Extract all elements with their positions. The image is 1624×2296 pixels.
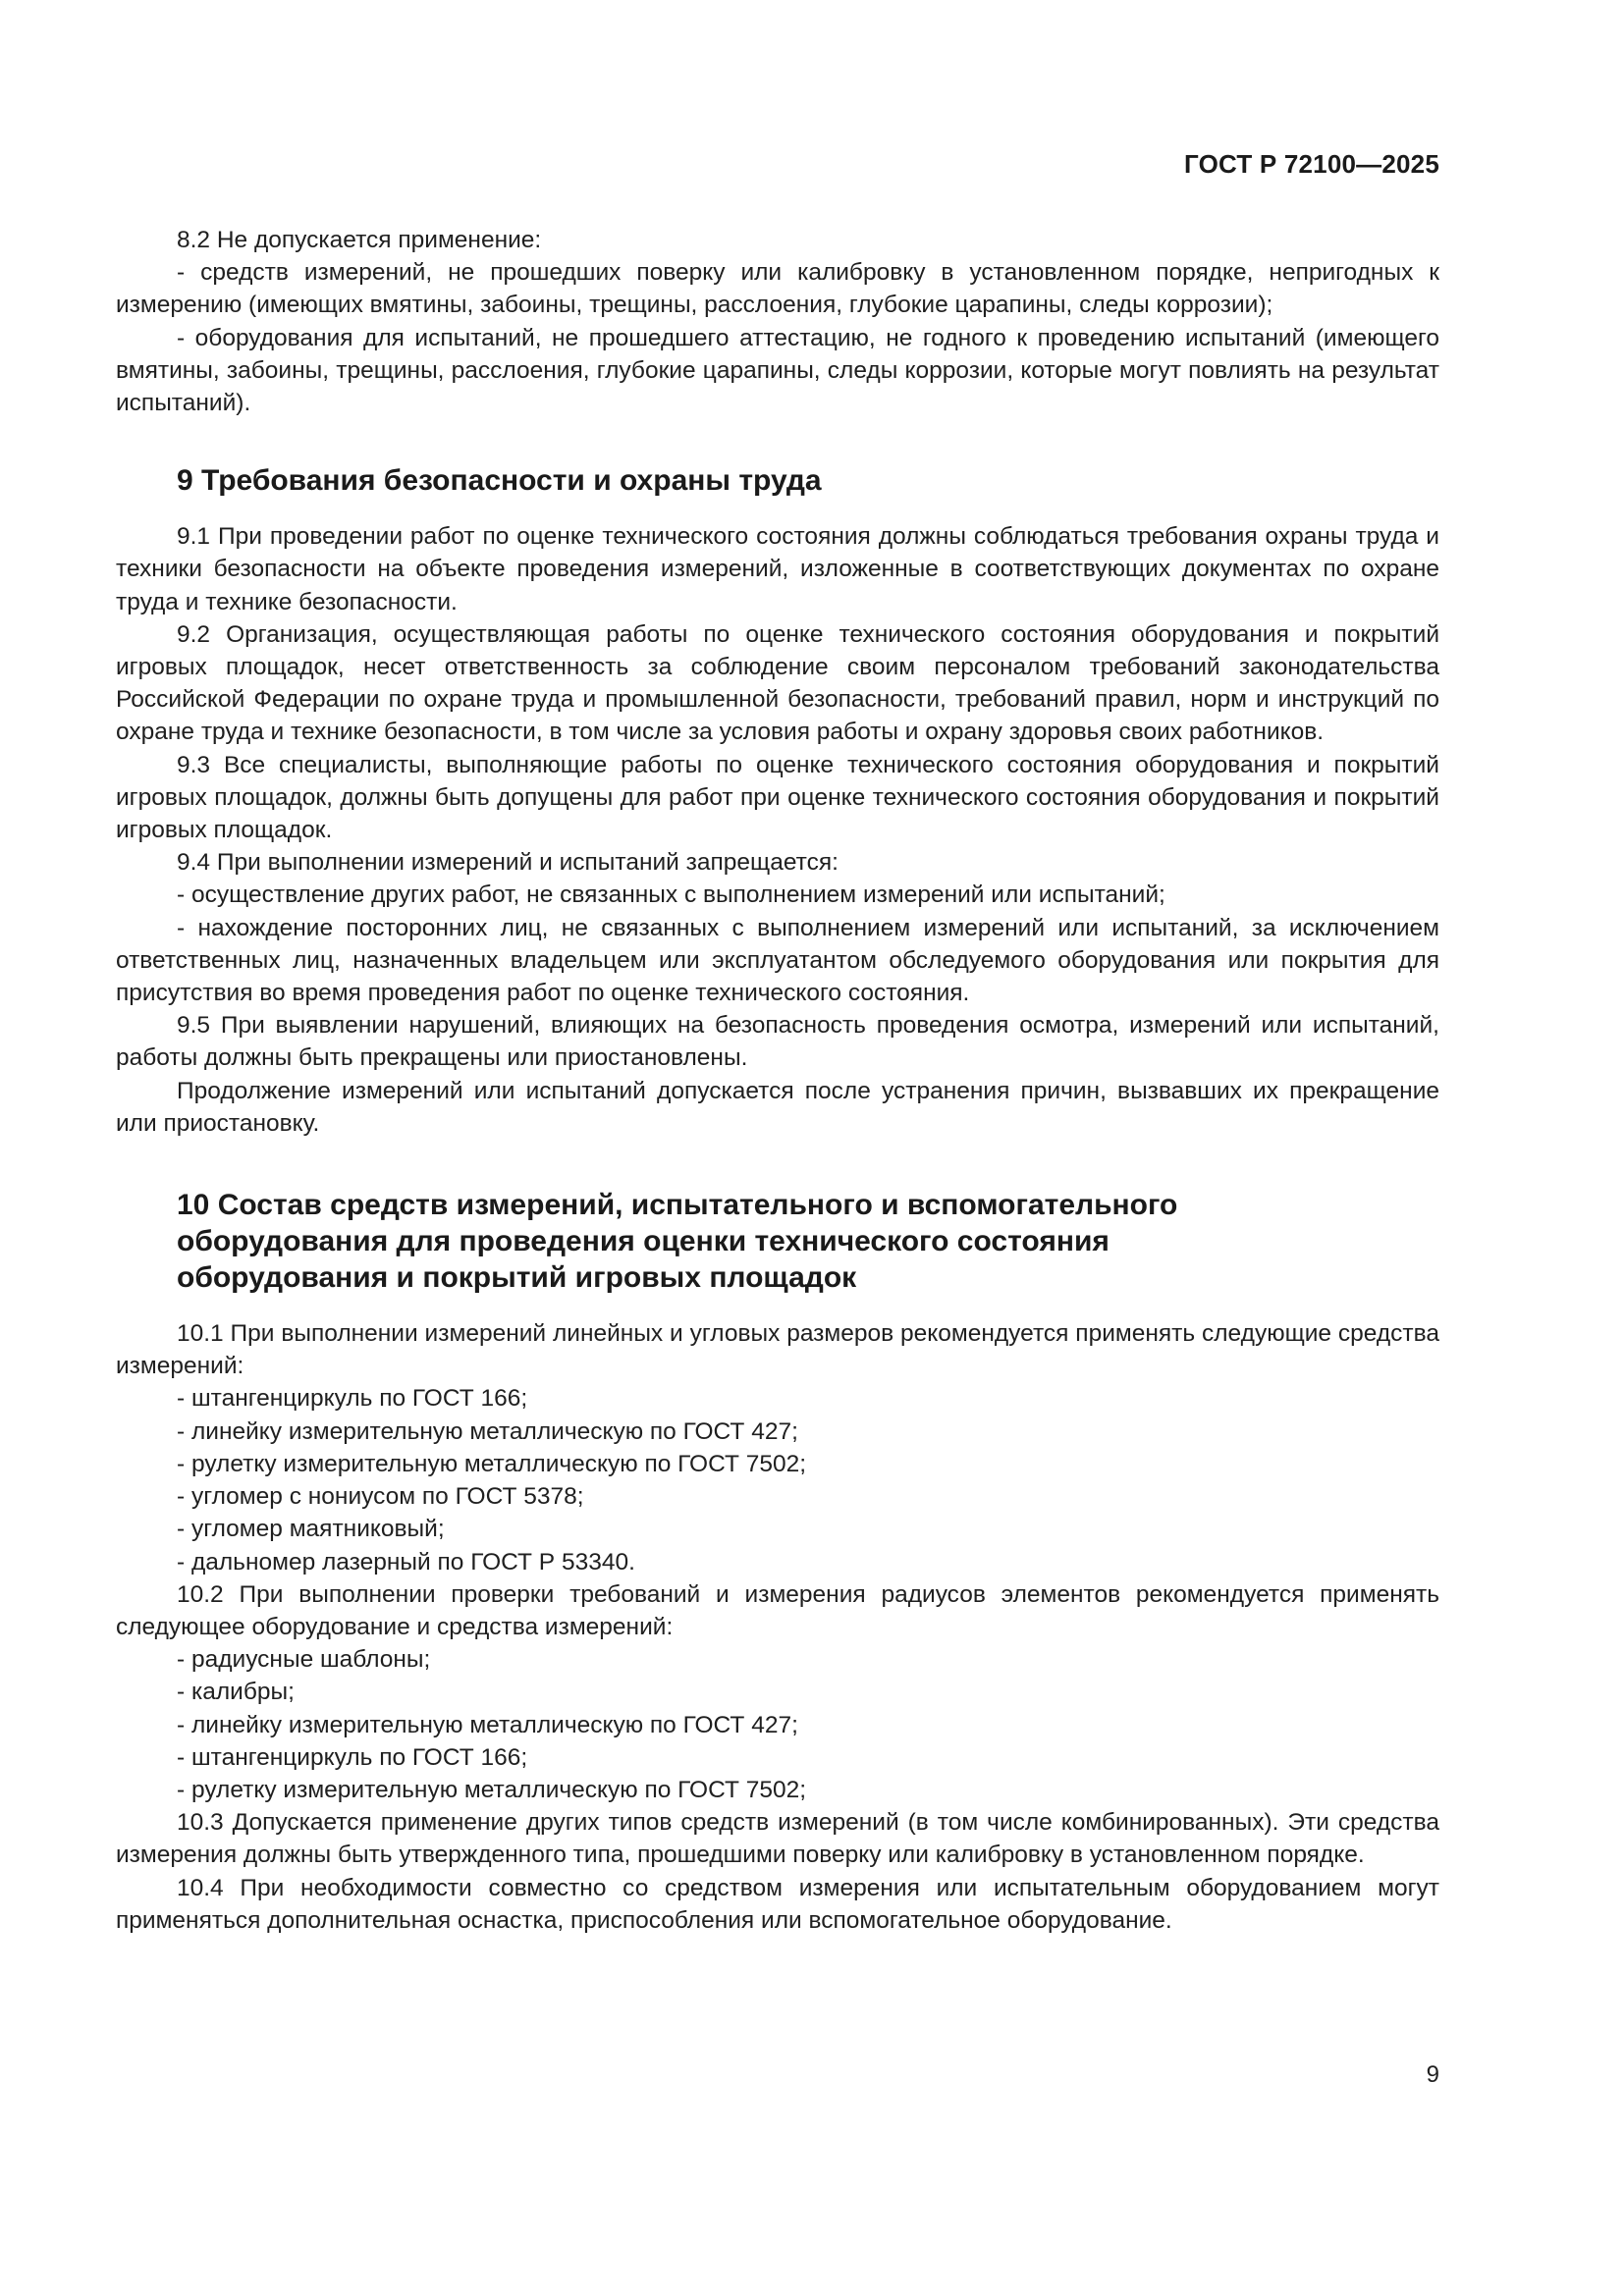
page-number: 9 [1426,2061,1439,2088]
list-item: - калибры; [177,1679,295,1706]
list-item: - дальномер лазерный по ГОСТ Р 53340. [177,1548,635,1575]
paragraph-9-5: 9.5 При выявлении нарушений, влияющих на безопасность проведения осмотра, измерений или испытаний, работы должны быть прекращены или приостановлены. [116,1012,1439,1072]
list-item: - радиусные шаблоны; [177,1646,431,1674]
list-item: - средств измерений, не прошедших поверку или калибровку в установленном порядке, непригодных к измерению (имеющих вмятины, забоины, трещины, расслоения, глубокие царапины, следы коррозии); [116,259,1439,319]
paragraph-10-3: 10.3 Допускается применение других типов средств измерений (в том числе комбинированных). Эти средства измерения должны быть утвержденного типа, прошедшими поверку или калибровку в установленном порядке. [116,1809,1439,1869]
list-item: - линейку измерительную металлическую по ГОСТ 427; [177,1417,798,1445]
paragraph-10-2: 10.2 При выполнении проверки требований и измерения радиусов элементов рекомендуется применять следующее оборудование и средства измерений: [116,1580,1439,1640]
list-item: - штангенциркуль по ГОСТ 166; [177,1743,528,1771]
section-10-heading [116,1187,1439,1296]
paragraph-10-1: 10.1 При выполнении измерений линейных и угловых размеров рекомендуется применять следующие средства измерений: [116,1320,1439,1380]
list-item: - линейку измерительную металлическую по ГОСТ 427; [177,1711,798,1738]
list-item: - штангенциркуль по ГОСТ 166; [177,1385,528,1413]
paragraph-9-1: 9.1 При проведении работ по оценке технического состояния должны соблюдаться требования охраны труда и техники безопасности на объекте проведения измерений, изложенные в соответствующих документах по охране труда и технике безопасности. [116,523,1439,615]
list-item: - нахождение посторонних лиц, не связанных с выполнением измерений или испытаний, за исключением ответственных лиц, назначенных владельцем или эксплуатантом обследуемого оборудования или покрытия для присутствия во время проведения работ по оценке технического состояния. [116,914,1439,1007]
paragraph-9-4: 9.4 При выполнении измерений и испытаний запрещается: [177,849,839,877]
list-item: - осуществление других работ, не связанных с выполнением измерений или испытаний; [177,881,1165,909]
document-header-id: ГОСТ Р 72100—2025 [1184,149,1439,179]
list-item: - рулетку измерительную металлическую по ГОСТ 7502; [177,1776,807,1803]
section-9-heading: 9 Требования безопасности и охраны труда [177,464,822,498]
list-item: - оборудования для испытаний, не прошедшего аттестацию, не годного к проведению испытаний (имеющего вмятины, забоины, трещины, расслоения, глубокие царапины, следы коррозии, которые могут повлиять на результат испытаний). [116,324,1439,417]
heading-line: оборудования и покрытий игровых площадок [177,1261,857,1295]
paragraph-8-2: 8.2 Не допускается применение: [177,227,542,253]
heading-line: 10 Состав средств измерений, испытательного и вспомогательного [177,1189,1178,1222]
paragraph-9-2: 9.2 Организация, осуществляющая работы по оценке технического состояния оборудования и покрытий игровых площадок, несет ответственность за соблюдение своим персоналом требований законодательства Российской Федерации по охране труда и промышленной безопасности, требований правил, норм и инструкций по охране труда и технике безопасности, в том числе за условия работы и охрану здоровья своих работников. [116,620,1439,746]
page-body [116,224,1439,1937]
paragraph-9-5-continuation: Продолжение измерений или испытаний допускается после устранения причин, вызвавших их прекращение или приостановку. [116,1077,1439,1137]
paragraph-9-3: 9.3 Все специалисты, выполняющие работы по оценке технического состояния оборудования и покрытий игровых площадок, должны быть допущены для работ при оценке технического состояния оборудования и покрытий игровых площадок. [116,751,1439,844]
list-item: - угломер маятниковый; [177,1516,445,1543]
list-item: - рулетку измерительную металлическую по ГОСТ 7502; [177,1450,807,1477]
list-item: - угломер с нониусом по ГОСТ 5378; [177,1483,584,1511]
paragraph-10-4: 10.4 При необходимости совместно со средством измерения или испытательным оборудованием могут применяться дополнительная оснастка, приспособления или вспомогательное оборудование. [116,1874,1439,1934]
heading-line: оборудования для проведения оценки технического состояния [177,1225,1110,1258]
